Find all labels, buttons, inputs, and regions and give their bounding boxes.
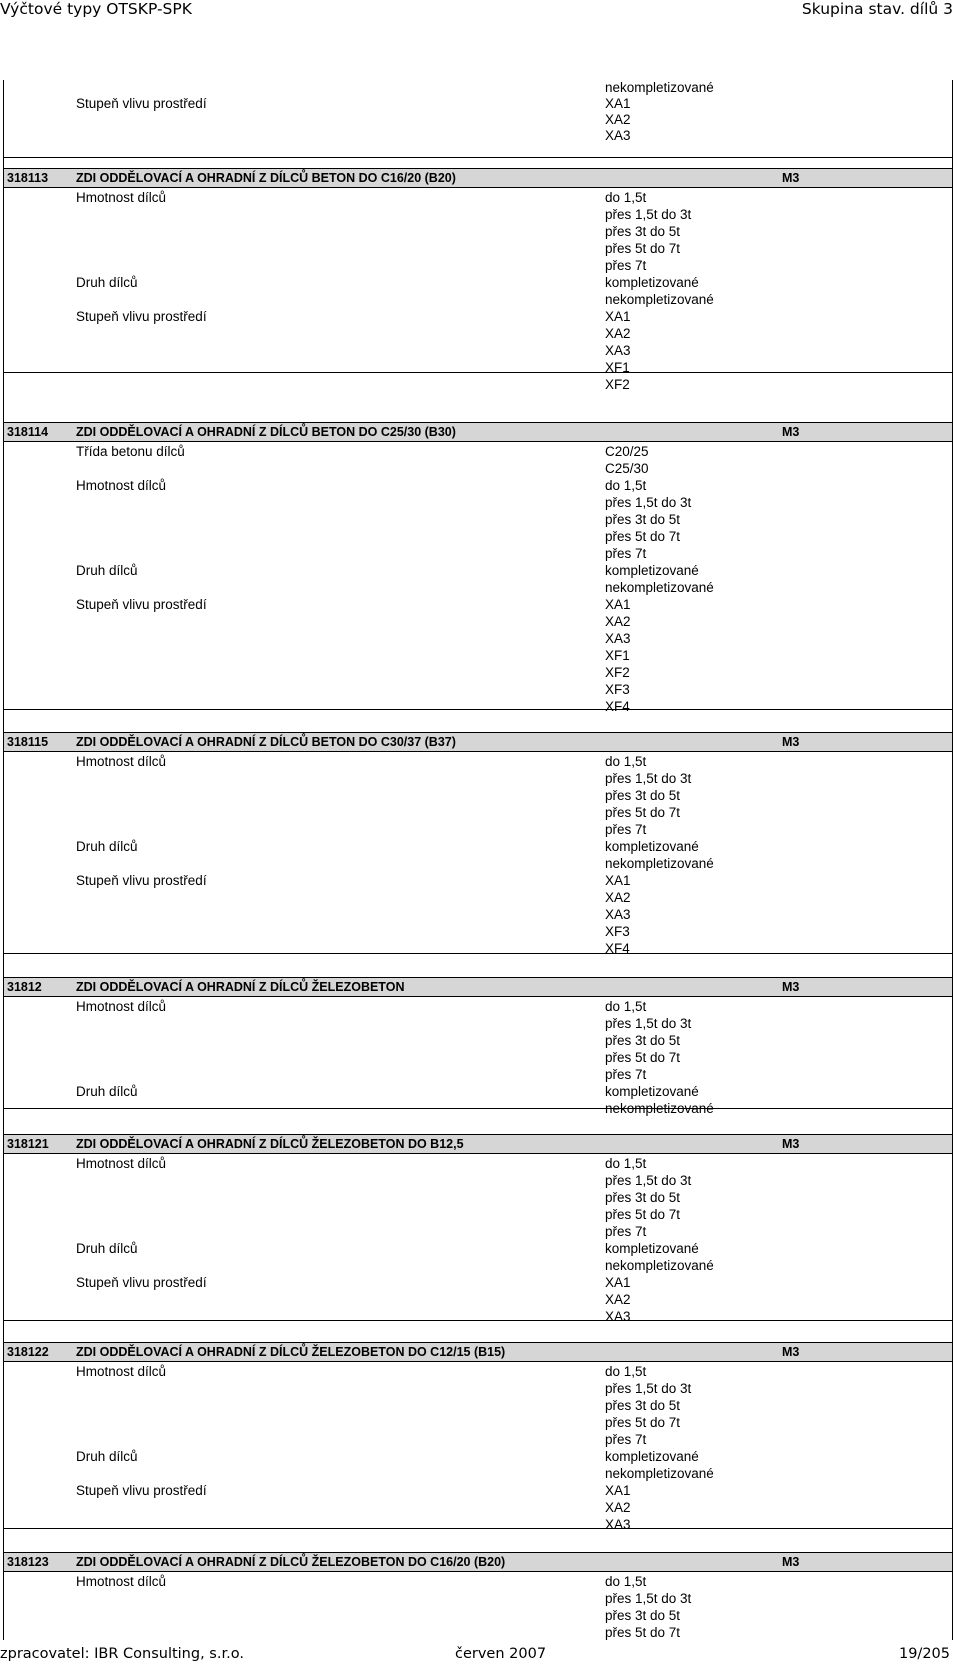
value-item: XF1 [605, 648, 630, 663]
section-318122 [3, 1342, 953, 1532]
value-item: nekompletizované [605, 1258, 714, 1273]
section-31812 [3, 977, 953, 1116]
section-318113 [3, 168, 953, 392]
value-item: přes 5t do 7t [605, 805, 681, 820]
section-code: 318122 [7, 1345, 49, 1359]
value-item: přes 5t do 7t [605, 529, 681, 544]
value-item: XA2 [605, 326, 631, 341]
value-item: přes 5t do 7t [605, 1625, 681, 1640]
value-item: přes 7t [605, 1067, 647, 1082]
param-label: Stupeň vlivu prostředí [76, 96, 207, 111]
value-item: přes 3t do 5t [605, 512, 681, 527]
value-item: XA3 [605, 1517, 631, 1532]
section-header-row [4, 423, 952, 442]
section-header-row [4, 169, 952, 188]
value-item: přes 5t do 7t [605, 1207, 681, 1222]
value-item: nekompletizované [605, 80, 714, 95]
value-item: XA3 [605, 631, 631, 646]
param-label: Druh dílců [76, 1241, 138, 1256]
value-item: přes 1,5t do 3t [605, 1381, 692, 1396]
section-unit: M3 [782, 1345, 800, 1359]
param-label: Stupeň vlivu prostředí [76, 309, 207, 324]
value-item: XA2 [605, 614, 631, 629]
section-header-row [4, 733, 952, 752]
value-item: přes 3t do 5t [605, 1190, 681, 1205]
value-item: XA1 [605, 96, 631, 111]
value-item: XA2 [605, 890, 631, 905]
value-item: přes 7t [605, 1432, 647, 1447]
param-label: Stupeň vlivu prostředí [76, 1275, 207, 1290]
section-header-row [4, 978, 952, 997]
value-item: přes 7t [605, 822, 647, 837]
value-item: XA3 [605, 1309, 631, 1324]
header-group: Skupina stav. dílů 3 [801, 0, 953, 18]
param-label: Hmotnost dílců [76, 1156, 167, 1171]
value-item: nekompletizované [605, 580, 714, 595]
value-item: přes 5t do 7t [605, 1415, 681, 1430]
param-label: Druh dílců [76, 563, 138, 578]
value-item: C20/25 [605, 444, 649, 459]
value-item: přes 7t [605, 546, 647, 561]
value-item: kompletizované [605, 839, 699, 854]
section-code: 318114 [7, 425, 49, 439]
value-item: přes 3t do 5t [605, 788, 681, 803]
value-item: kompletizované [605, 275, 699, 290]
value-item: kompletizované [605, 563, 699, 578]
value-item: přes 1,5t do 3t [605, 1591, 692, 1606]
section-318123 [3, 1552, 953, 1640]
section-name: ZDI ODDĚLOVACÍ A OHRADNÍ Z DÍLCŮ BETON DO C16/20 (B20) [76, 171, 456, 185]
param-label: Hmotnost dílců [76, 190, 167, 205]
section-code: 318115 [7, 735, 49, 749]
value-item: přes 1,5t do 3t [605, 1173, 692, 1188]
value-item: XA1 [605, 1483, 631, 1498]
page-footer [0, 1646, 960, 1671]
page-header [0, 0, 960, 22]
section-name: ZDI ODDĚLOVACÍ A OHRADNÍ Z DÍLCŮ ŽELEZOBETON [76, 980, 405, 994]
value-item: nekompletizované [605, 856, 714, 871]
value-item: XA2 [605, 112, 631, 127]
value-item: kompletizované [605, 1084, 699, 1099]
section-318121 [3, 1134, 953, 1324]
value-item: přes 3t do 5t [605, 1398, 681, 1413]
section-name: ZDI ODDĚLOVACÍ A OHRADNÍ Z DÍLCŮ ŽELEZOBETON DO C16/20 (B20) [76, 1555, 506, 1569]
value-item: přes 1,5t do 3t [605, 495, 692, 510]
value-item: přes 3t do 5t [605, 1608, 681, 1623]
param-label: Hmotnost dílců [76, 999, 167, 1014]
value-item: XA3 [605, 907, 631, 922]
param-label: Stupeň vlivu prostředí [76, 873, 207, 888]
section-318114 [3, 422, 953, 714]
value-item: XA2 [605, 1500, 631, 1515]
value-item: nekompletizované [605, 1466, 714, 1481]
param-label: Druh dílců [76, 1449, 138, 1464]
section-unit: M3 [782, 1137, 800, 1151]
value-item: přes 3t do 5t [605, 224, 681, 239]
value-item: XF4 [605, 699, 630, 714]
param-label: Stupeň vlivu prostředí [76, 597, 207, 612]
value-item: přes 1,5t do 3t [605, 207, 692, 222]
param-label: Hmotnost dílců [76, 478, 167, 493]
section-name: ZDI ODDĚLOVACÍ A OHRADNÍ Z DÍLCŮ BETON DO C30/37 (B37) [76, 735, 456, 749]
value-item: kompletizované [605, 1449, 699, 1464]
section-unit: M3 [782, 735, 800, 749]
section-name: ZDI ODDĚLOVACÍ A OHRADNÍ Z DÍLCŮ ŽELEZOBETON DO B12,5 [76, 1137, 464, 1151]
value-item: nekompletizované [605, 292, 714, 307]
value-item: XF3 [605, 682, 630, 697]
section-code: 31812 [7, 980, 42, 994]
value-item: XF1 [605, 360, 630, 375]
value-item: XA3 [605, 128, 631, 143]
section-unit: M3 [782, 171, 800, 185]
value-item: XF2 [605, 665, 630, 680]
section-code: 318121 [7, 1137, 49, 1151]
section-name: ZDI ODDĚLOVACÍ A OHRADNÍ Z DÍLCŮ BETON DO C25/30 (B30) [76, 425, 456, 439]
continuation-section [3, 80, 953, 158]
param-label: Druh dílců [76, 275, 138, 290]
section-header-row [4, 1135, 952, 1154]
section-code: 318123 [7, 1555, 49, 1569]
param-label: Druh dílců [76, 1084, 138, 1099]
value-item: XA1 [605, 873, 631, 888]
value-item: přes 7t [605, 258, 647, 273]
header-title: Výčtové typy OTSKP-SPK [0, 0, 192, 18]
value-item: C25/30 [605, 461, 649, 476]
value-item: XA3 [605, 343, 631, 358]
section-unit: M3 [782, 425, 800, 439]
section-code: 318113 [7, 171, 49, 185]
value-item: do 1,5t [605, 754, 647, 769]
value-item: XF2 [605, 377, 630, 392]
section-header-row [4, 1343, 952, 1362]
value-item: do 1,5t [605, 478, 647, 493]
value-item: XF3 [605, 924, 630, 939]
value-item: přes 1,5t do 3t [605, 771, 692, 786]
section-name: ZDI ODDĚLOVACÍ A OHRADNÍ Z DÍLCŮ ŽELEZOBETON DO C12/15 (B15) [76, 1345, 506, 1359]
value-item: přes 5t do 7t [605, 241, 681, 256]
value-item: nekompletizované [605, 1101, 714, 1116]
value-item: XA1 [605, 597, 631, 612]
value-item: přes 1,5t do 3t [605, 1016, 692, 1031]
param-label: Stupeň vlivu prostředí [76, 1483, 207, 1498]
section-318115 [3, 732, 953, 954]
value-item: kompletizované [605, 1241, 699, 1256]
value-item: do 1,5t [605, 1574, 647, 1589]
footer-page: 19/205 [898, 1646, 950, 1662]
value-item: XF4 [605, 941, 630, 956]
footer-company: zpracovatel: IBR Consulting, s.r.o. [0, 1646, 244, 1662]
value-item: XA1 [605, 309, 631, 324]
footer-date: červen 2007 [455, 1646, 547, 1662]
value-item: přes 7t [605, 1224, 647, 1239]
param-label: Druh dílců [76, 839, 138, 854]
value-item: XA1 [605, 1275, 631, 1290]
value-item: do 1,5t [605, 1156, 647, 1171]
value-item: přes 5t do 7t [605, 1050, 681, 1065]
section-unit: M3 [782, 1555, 800, 1569]
value-item: do 1,5t [605, 999, 647, 1014]
param-label: Hmotnost dílců [76, 1574, 167, 1589]
param-label: Hmotnost dílců [76, 754, 167, 769]
value-item: XA2 [605, 1292, 631, 1307]
param-label: Třída betonu dílců [76, 444, 185, 459]
value-item: do 1,5t [605, 190, 647, 205]
param-label: Hmotnost dílců [76, 1364, 167, 1379]
section-header-row [4, 1553, 952, 1572]
value-item: do 1,5t [605, 1364, 647, 1379]
value-item: přes 3t do 5t [605, 1033, 681, 1048]
section-unit: M3 [782, 980, 800, 994]
